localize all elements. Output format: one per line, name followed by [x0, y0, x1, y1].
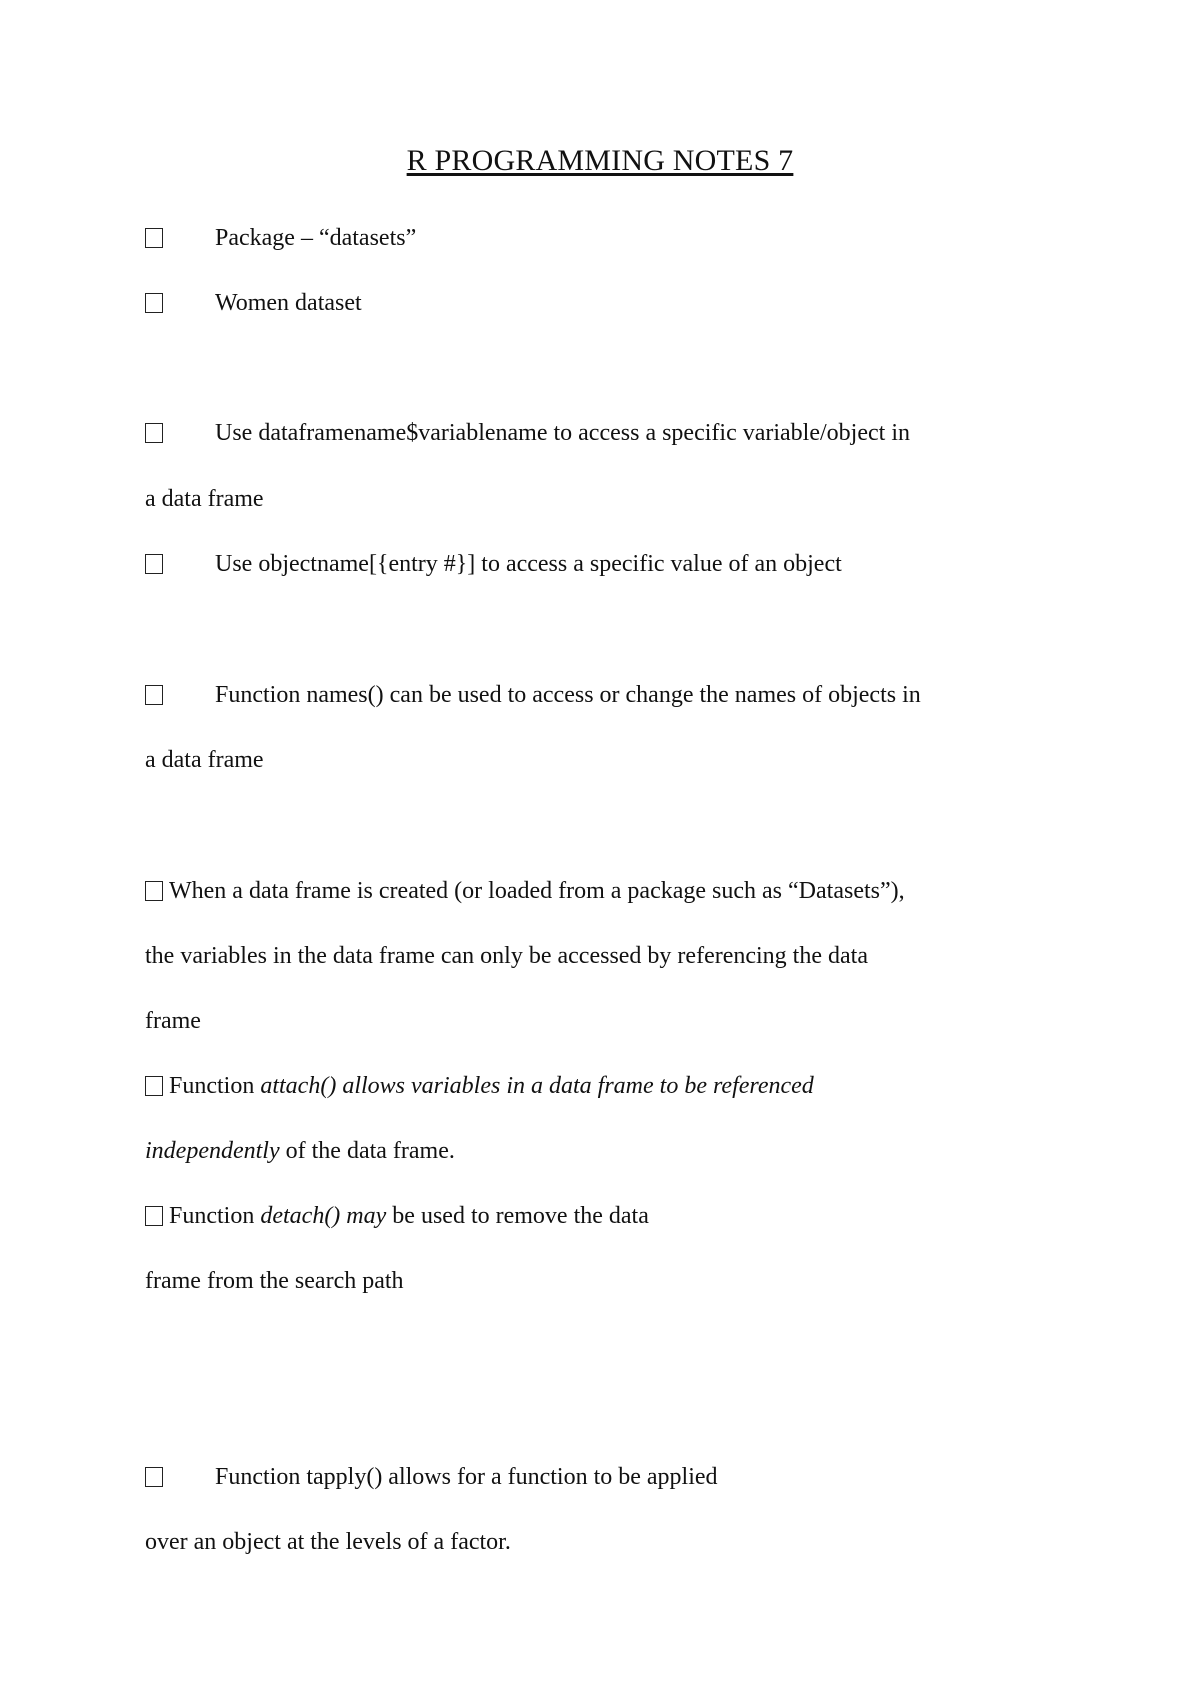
list-item	[145, 549, 842, 579]
list-item-italic-text: independently	[145, 1138, 280, 1164]
list-item-continuation: frame	[145, 1008, 201, 1034]
list-item	[145, 288, 362, 318]
list-item-text: Function	[169, 1073, 255, 1099]
list-item-text: of the data frame.	[279, 1138, 455, 1164]
list-item-text: be used to remove the data	[386, 1203, 649, 1229]
box-bullet-icon	[145, 881, 163, 901]
list-item-text: When a data frame is created (or loaded from a package such as “Datasets”),	[169, 878, 905, 904]
list-item	[145, 1462, 718, 1492]
list-item	[145, 680, 921, 710]
list-item-text: Women dataset	[215, 290, 362, 316]
list-item	[145, 876, 905, 906]
list-item	[145, 223, 416, 253]
list-item-italic-text: attach() allows variables in a data frame to be referenced	[260, 1073, 814, 1099]
box-bullet-icon	[145, 293, 163, 313]
box-bullet-icon	[145, 423, 163, 443]
list-item-text: Function	[169, 1203, 255, 1229]
list-item-continuation: frame from the search path	[145, 1268, 404, 1294]
list-item-text: Use objectname[{entry #}] to access a specific value of an object	[215, 551, 842, 577]
box-bullet-icon	[145, 685, 163, 705]
list-item-text: Function names() can be used to access or change the names of objects in	[215, 682, 921, 708]
list-item	[145, 1201, 649, 1231]
list-item-text: Use dataframename$variablename to access a specific variable/object in	[215, 420, 910, 446]
list-item-continuation	[145, 1136, 455, 1166]
box-bullet-icon	[145, 1467, 163, 1487]
box-bullet-icon	[145, 228, 163, 248]
list-item-continuation: a data frame	[145, 486, 264, 512]
page-title: R PROGRAMMING NOTES 7	[406, 144, 794, 177]
list-item-text: Function tapply() allows for a function to be applied	[215, 1464, 718, 1490]
list-item-continuation: the variables in the data frame can only be accessed by referencing the data	[145, 943, 868, 969]
box-bullet-icon	[145, 554, 163, 574]
list-item	[145, 1071, 814, 1101]
list-item-text: Package – “datasets”	[215, 225, 417, 251]
box-bullet-icon	[145, 1076, 163, 1096]
list-item-continuation: a data frame	[145, 747, 264, 773]
list-item-italic-text: detach() may	[260, 1203, 387, 1229]
list-item	[145, 418, 910, 448]
box-bullet-icon	[145, 1206, 163, 1226]
list-item-continuation: over an object at the levels of a factor.	[145, 1529, 511, 1555]
